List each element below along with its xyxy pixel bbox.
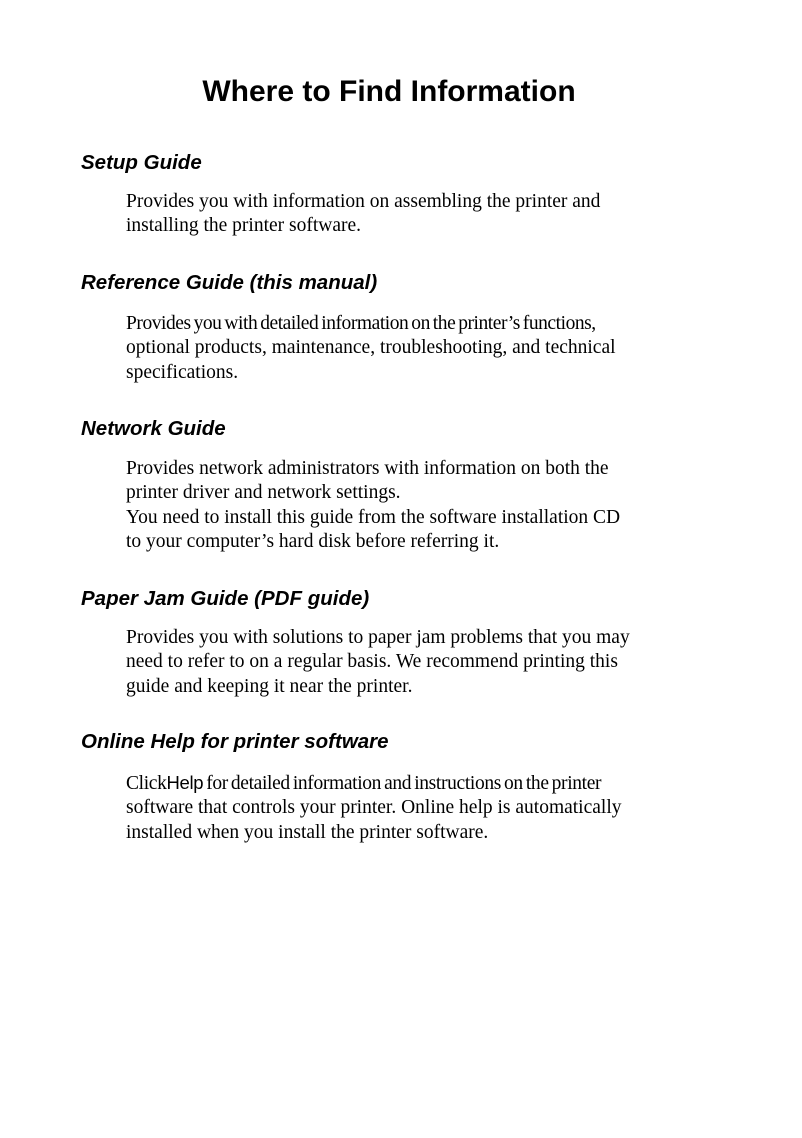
body-line-with-ui-term (126, 771, 706, 796)
body-line: installed when you install the printer software. (126, 821, 489, 843)
click-suffix: for detailed information and instructions on the printer (206, 773, 602, 794)
section-body-reference-guide (126, 312, 706, 385)
section-heading-online-help: Online Help for printer software (81, 730, 389, 753)
help-ui-term: Help (166, 772, 204, 793)
body-line: Provides you with information on assembling the printer and (126, 191, 601, 212)
body-line: Provides network administrators with information on both the (126, 458, 609, 479)
section-body-setup-guide (126, 190, 706, 239)
body-line: You need to install this guide from the software installation CD (126, 506, 621, 528)
section-heading-network-guide: Network Guide (81, 417, 226, 440)
section-heading-reference-guide: Reference Guide (this manual) (81, 271, 378, 294)
click-prefix: Click (126, 773, 167, 794)
page-title: Where to Find Information (202, 75, 576, 108)
body-line: guide and keeping it near the printer. (126, 675, 413, 697)
body-line: printer driver and network settings. (126, 482, 401, 504)
section-body-paper-jam-guide (126, 626, 706, 699)
body-line: software that controls your printer. Online help is automatically (126, 797, 622, 819)
section-body-online-help (126, 771, 706, 845)
section-body-network-guide (126, 457, 706, 555)
section-heading-paper-jam-guide: Paper Jam Guide (PDF guide) (81, 587, 370, 610)
section-heading-setup-guide: Setup Guide (81, 151, 202, 174)
body-line: optional products, maintenance, troubleshooting, and technical (126, 337, 616, 359)
body-line: to your computer’s hard disk before referring it. (126, 531, 500, 553)
body-line: need to refer to on a regular basis. We recommend printing this (126, 651, 618, 673)
body-line: Provides you with solutions to paper jam problems that you may (126, 627, 630, 648)
body-line: specifications. (126, 361, 239, 383)
body-line: installing the printer software. (126, 215, 362, 237)
body-line: Provides you with detailed information on the printer’s functions, (126, 313, 596, 334)
